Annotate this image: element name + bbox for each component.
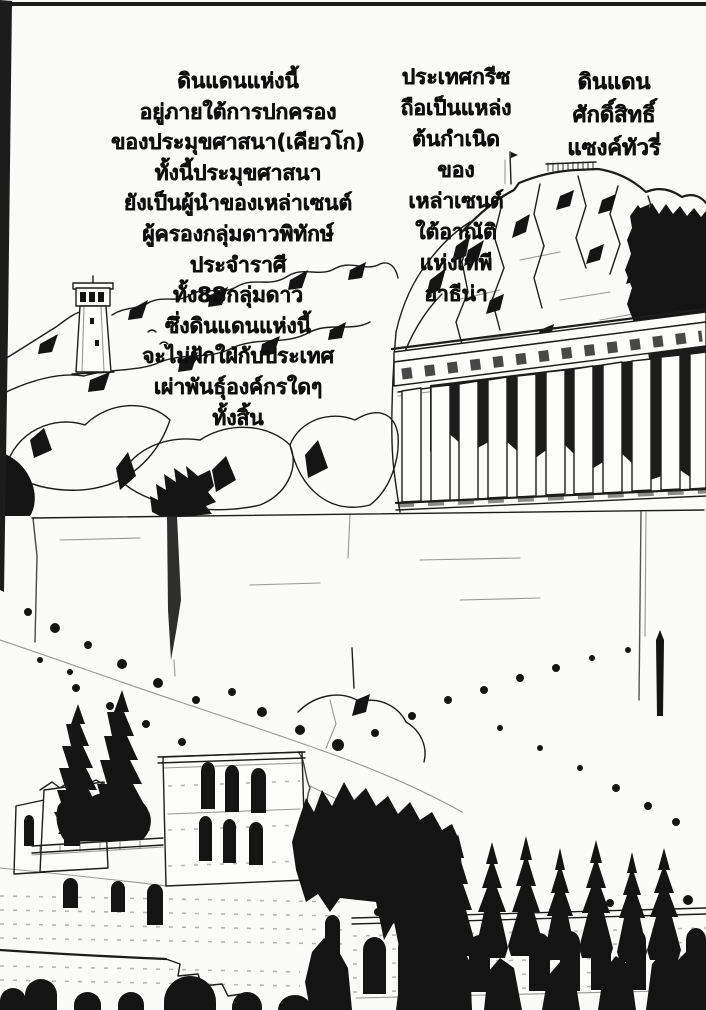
caption-line: ถือเป็นแหล่ง <box>400 96 512 120</box>
caption-line: เผ่าพันธุ์องค์กรใดๆ <box>153 374 323 399</box>
caption-line: ของประมุขศาสนา(เคียวโก) <box>111 130 365 155</box>
caption-line: ยังเป็นผู้นำของเหล่าเซนต์ <box>123 191 353 216</box>
caption-line: อยู่ภายใต้การปกครอง <box>139 99 337 124</box>
caption-line: ทั้ง88กลุ่มดาว <box>173 283 303 308</box>
caption-line: ต้นกำเนิด <box>412 127 500 151</box>
caption-line: จะไม่ฝักใฝ่กับประเทศ <box>142 344 334 369</box>
caption-line: แห่งเทพี <box>419 251 493 275</box>
caption-line: ดินแดนแห่งนี้ <box>177 69 299 93</box>
great-retaining-wall <box>32 510 704 700</box>
caption-line: อาธีน่า <box>424 282 488 306</box>
caption-line: ซึ่งดินแดนแห่งนี้ <box>164 313 311 338</box>
caption-line: ของ <box>437 158 475 182</box>
odeon-ruins <box>158 752 310 886</box>
caption-line: แซงค์ทัวรี่ <box>567 136 661 161</box>
caption-line: ทั้งนี้ประมุขศาสนา <box>154 160 322 185</box>
caption-line: ประจำราศี <box>189 252 287 277</box>
lower-terrace-left <box>0 868 345 1010</box>
parthenon-temple <box>392 309 706 510</box>
caption-line: ดินแดน <box>577 70 651 95</box>
caption-line: ประเทศกรีซ <box>401 65 511 89</box>
caption-right <box>534 66 694 165</box>
caption-line: เหล่าเซนต์ <box>408 189 504 213</box>
caption-line: ทั้งสิ้น <box>212 405 264 430</box>
caption-middle <box>376 62 536 310</box>
caption-left <box>64 66 412 433</box>
caption-line: ใต้อาณัติ <box>415 220 497 244</box>
caption-line: ศักดิ์สิทธิ์ <box>572 103 656 128</box>
caption-line: ผู้ครองกลุ่มดาวพิทักษ์ <box>142 221 334 246</box>
